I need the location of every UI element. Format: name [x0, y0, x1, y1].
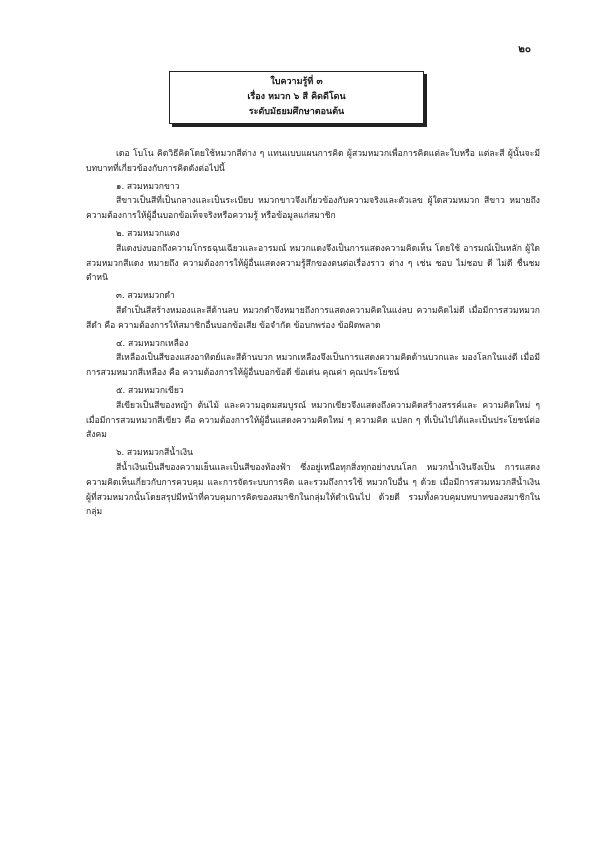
hat-heading: ๔. สวมหมวกเหลือง [116, 338, 189, 349]
hat-section-blue [86, 446, 540, 520]
hat-heading: ๕. สวมหมวกเขียว [116, 385, 184, 396]
hat-heading: ๓. สวมหมวกดำ [116, 291, 175, 302]
hat-section-red [86, 227, 540, 286]
page-number: ๒๐ [518, 44, 531, 55]
hat-heading: ๖. สวมหมวกสีน้ำเงิน [116, 448, 193, 459]
hat-description: สีเหลืองเป็นสีของแสงอาทิตย์และสีด้านบวก หมวกเหลืองจึงเป็นการแสดงความคิดด้านบวกและ มองโลกในแง่ดี เมื่อมีการสวมหมวกสีเหลือง คือ ความต้องการให้ผู้อื่นบอกข้อดี ข้อเด่น คุณค่า คุณประโยชน์ [86, 353, 540, 379]
title-box [169, 71, 424, 124]
hat-section-yellow [86, 337, 540, 381]
hat-description: สีขาวเป็นสีที่เป็นกลางและเป็นระเบียบ หมวกขาวจึงเกี่ยวข้องกับความจริงและตัวเลข ผู้ใดสวมหมวก สีขาว หมายถึง ความต้องการให้ผู้อื่นบอกข้อเท็จจริงหรือความรู้ หรือข้อมูลแก่สมาชิก [86, 196, 540, 222]
hat-section-green [86, 384, 540, 443]
hat-section-white [86, 180, 540, 224]
hat-description: สีเขียวเป็นสีของหญ้า ต้นไม้ และความอุดมสมบูรณ์ หมวกเขียวจึงแสดงถึงความคิดสร้างสรรค์และ ความคิดใหม่ ๆ เมื่อมีการสวมหมวกสีเขียว คือ ความต้องการให้ผู้อื่นแสดงความคิดใหม่ ๆ ความคิด แปลก ๆ ที่เป็นไปได้และเป็นประโยชน์ต่อสังคม [86, 400, 540, 441]
hat-description: สีแดงบ่งบอกถึงความโกรธฉุนเฉียวและอารมณ์ หมวกแดงจึงเป็นการแสดงความคิดเห็น โดยใช้ อารมณ์เป็นหลัก ผู้ใดสวมหมวกสีแดง หมายถึง ความต้องการให้ผู้อื่นแสดงความรู้สึกของตนต่อเรื่องราว ต่าง ๆ เช่น ชอบ ไม่ชอบ ดี ไม่ดี ชื่นชม ตำหนิ [86, 243, 540, 284]
title-line-1: ใบความรู้ที่ ๓ [270, 77, 323, 87]
hat-description: สีน้ำเงินเป็นสีของความเย็นและเป็นสีของท้องฟ้า ซึ่งอยู่เหนือทุกสิ่งทุกอย่างบนโลก หมวกน้ำเงินจึงเป็น การแสดงความคิดเห็นเกี่ยวกับการควบคุม และการจัดระบบการคิด และรวมถึงการใช้ หมวกใบอื่น ๆ ด้วย เมื่อมีการสวมหมวกสีน้ำเงิน ผู้ที่สวมหมวกนั้นโดยสรุปมีหน้าที่ควบคุมการคิดของสมาชิกในกลุ่มให้ดำเนินไป ด้วยดี รวมทั้งควบคุมบทบาทของสมาชิกในกลุ่ม [86, 462, 540, 518]
title-line-3: ระดับมัธยมศึกษาตอนต้น [248, 107, 345, 117]
hat-heading: ๒. สวมหมวกแดง [116, 228, 180, 239]
hat-description: สีดำเป็นสีสร้างหมองและสีด้านลบ หมวกดำจึงหมายถึงการแสดงความคิดในแง่ลบ ความคิดไม่ดี เมื่อมีการสวมหมวกสีดำ คือ ความต้องการให้สมาชิกอื่นบอกข้อเสีย ข้อจำกัด ข้อบกพร่อง ข้อผิดพลาด [86, 305, 540, 331]
intro-paragraph: เดอ โบโน คิดวิธีคิดโดยใช้หมวกสีต่าง ๆ แทนแบบแผนการคิด ผู้สวมหมวกเพื่อการคิดแต่ละใบหรือ แต่ละสี ผู้นั้นจะมีบทบาทที่เกี่ยวข้องกับการคิดดังต่อไปนี้ [86, 149, 540, 174]
hat-section-black [86, 289, 540, 333]
document-body [86, 147, 540, 520]
title-line-2: เรื่อง หมวก ๖ สี คิดดีโดน [247, 92, 346, 102]
hat-heading: ๑. สวมหมวกขาว [116, 181, 180, 192]
